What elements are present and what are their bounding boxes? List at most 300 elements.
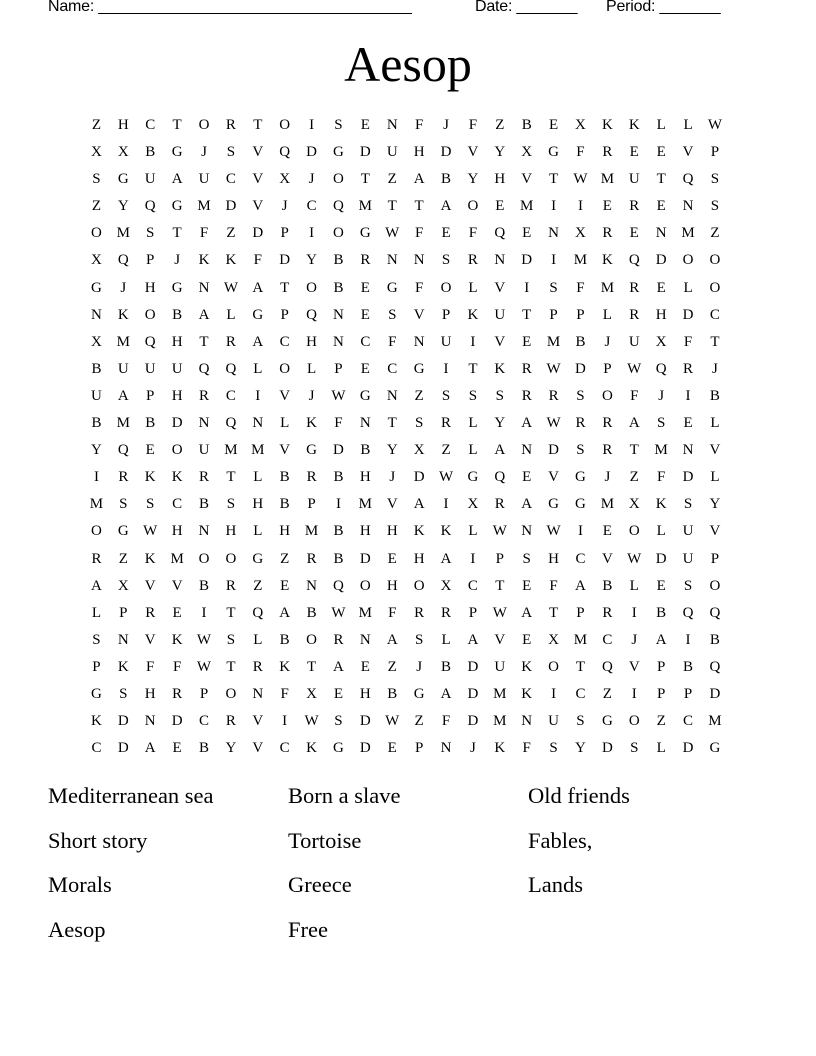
grid-cell[interactable]: D (682, 306, 694, 323)
grid-cell[interactable]: A (117, 387, 129, 404)
grid-cell[interactable]: C (360, 333, 371, 350)
grid-cell[interactable]: C (225, 171, 236, 188)
grid-cell[interactable]: B (145, 144, 156, 161)
grid-cell[interactable]: X (413, 442, 425, 459)
grid-cell[interactable]: W (627, 360, 642, 377)
grid-cell[interactable]: N (252, 415, 264, 432)
grid-cell[interactable]: B (91, 360, 102, 377)
grid-cell[interactable]: F (146, 658, 155, 675)
grid-cell[interactable]: D (279, 252, 291, 269)
grid-cell[interactable]: H (413, 550, 425, 567)
grid-cell[interactable]: B (333, 469, 344, 486)
grid-cell[interactable]: N (682, 198, 694, 215)
grid-cell[interactable]: M (224, 442, 238, 459)
grid-cell[interactable]: P (280, 306, 289, 323)
grid-cell[interactable]: R (91, 550, 102, 567)
grid-cell[interactable]: S (710, 198, 720, 215)
grid-cell[interactable]: W (304, 713, 319, 730)
grid-cell[interactable]: F (576, 279, 585, 296)
grid-cell[interactable]: M (493, 713, 507, 730)
grid-cell[interactable]: C (225, 387, 236, 404)
grid-cell[interactable]: H (306, 333, 317, 350)
grid-cell[interactable]: B (91, 415, 102, 432)
grid-cell[interactable]: Y (306, 252, 317, 269)
grid-cell[interactable]: K (413, 523, 425, 540)
grid-cell[interactable]: H (252, 496, 264, 513)
grid-cell[interactable]: F (280, 685, 289, 702)
grid-cell[interactable]: I (685, 387, 691, 404)
grid-cell[interactable]: Z (414, 387, 424, 404)
grid-cell[interactable]: E (522, 225, 532, 242)
grid-cell[interactable]: R (602, 415, 613, 432)
grid-cell[interactable]: P (576, 306, 585, 323)
grid-cell[interactable]: U (682, 523, 694, 540)
grid-cell[interactable]: Q (117, 442, 129, 459)
grid-cell[interactable]: S (683, 577, 693, 594)
grid-cell[interactable]: S (522, 550, 531, 567)
grid-cell[interactable]: U (682, 550, 694, 567)
grid-cell[interactable]: F (388, 333, 397, 350)
grid-cell[interactable]: B (683, 658, 694, 675)
grid-cell[interactable]: E (522, 469, 532, 486)
grid-cell[interactable]: U (628, 333, 640, 350)
grid-cell[interactable]: Z (387, 658, 397, 675)
grid-cell[interactable]: K (91, 713, 102, 730)
grid-cell[interactable]: O (682, 252, 694, 269)
grid-cell[interactable]: B (279, 469, 290, 486)
grid-cell[interactable]: K (117, 306, 129, 323)
grid-cell[interactable]: V (494, 333, 506, 350)
grid-cell[interactable]: S (468, 387, 478, 404)
grid-cell[interactable]: A (440, 198, 452, 215)
grid-cell[interactable]: R (629, 198, 640, 215)
grid-cell[interactable]: R (172, 685, 183, 702)
grid-cell[interactable]: H (548, 550, 559, 567)
grid-cell[interactable]: O (225, 550, 237, 567)
grid-cell[interactable]: P (710, 550, 720, 567)
grid-cell[interactable]: N (521, 523, 533, 540)
grid-cell[interactable]: F (468, 117, 478, 133)
grid-cell[interactable]: A (628, 415, 640, 432)
grid-cell[interactable]: K (494, 740, 506, 757)
grid-cell[interactable]: V (548, 469, 559, 486)
grid-cell[interactable]: I (93, 469, 99, 486)
grid-cell[interactable]: R (225, 117, 236, 133)
grid-cell[interactable]: S (656, 415, 666, 432)
grid-cell[interactable]: E (549, 117, 559, 133)
grid-cell[interactable]: J (389, 469, 396, 486)
grid-cell[interactable]: U (440, 333, 452, 350)
grid-cell[interactable]: D (548, 442, 559, 459)
grid-cell[interactable]: G (91, 685, 102, 702)
grid-cell[interactable]: I (577, 523, 583, 540)
grid-cell[interactable]: N (521, 713, 533, 730)
grid-cell[interactable]: L (280, 415, 290, 432)
grid-cell[interactable]: W (546, 523, 561, 540)
grid-cell[interactable]: S (226, 631, 236, 648)
grid-cell[interactable]: F (388, 604, 397, 621)
grid-cell[interactable]: Z (387, 171, 397, 188)
grid-cell[interactable]: Z (253, 577, 263, 594)
grid-cell[interactable]: F (172, 658, 182, 675)
grid-cell[interactable]: R (467, 252, 478, 269)
grid-cell[interactable]: R (333, 631, 344, 648)
grid-cell[interactable]: O (548, 658, 559, 675)
grid-cell[interactable]: Q (333, 577, 344, 594)
grid-cell[interactable]: D (682, 740, 694, 757)
grid-cell[interactable]: O (279, 117, 291, 133)
grid-cell[interactable]: C (279, 333, 290, 350)
grid-cell[interactable]: A (440, 685, 452, 702)
grid-cell[interactable]: V (413, 306, 425, 323)
grid-cell[interactable]: N (333, 333, 344, 350)
grid-cell[interactable]: Z (602, 685, 612, 702)
grid-cell[interactable]: D (359, 144, 371, 161)
grid-cell[interactable]: B (333, 252, 344, 269)
grid-cell[interactable]: D (655, 252, 667, 269)
grid-cell[interactable]: T (387, 198, 397, 215)
grid-cell[interactable]: O (628, 713, 640, 730)
grid-cell[interactable]: S (92, 631, 101, 648)
grid-cell[interactable]: O (333, 171, 344, 188)
grid-cell[interactable]: E (656, 279, 666, 296)
grid-cell[interactable]: D (575, 360, 586, 377)
grid-cell[interactable]: K (144, 550, 156, 567)
grid-cell[interactable]: I (201, 604, 207, 621)
grid-cell[interactable]: E (172, 604, 182, 621)
grid-cell[interactable]: W (385, 713, 400, 730)
grid-cell[interactable]: E (602, 198, 612, 215)
grid-cell[interactable]: J (308, 171, 315, 188)
grid-cell[interactable]: B (521, 117, 532, 133)
grid-cell[interactable]: N (682, 442, 694, 459)
grid-cell[interactable]: H (359, 469, 371, 486)
grid-cell[interactable]: R (225, 577, 236, 594)
grid-cell[interactable]: O (306, 279, 317, 296)
grid-cell[interactable]: Q (709, 604, 721, 621)
grid-cell[interactable]: I (443, 360, 449, 377)
grid-cell[interactable]: L (656, 523, 666, 540)
grid-cell[interactable]: V (144, 631, 156, 648)
grid-cell[interactable]: C (602, 631, 613, 648)
grid-cell[interactable]: B (306, 604, 317, 621)
grid-cell[interactable]: T (549, 604, 559, 621)
grid-cell[interactable]: Y (494, 415, 506, 432)
grid-cell[interactable]: D (440, 144, 452, 161)
grid-cell[interactable]: A (413, 496, 425, 513)
grid-cell[interactable]: T (387, 415, 397, 432)
grid-cell[interactable]: O (333, 225, 344, 242)
grid-cell[interactable]: R (306, 469, 317, 486)
grid-cell[interactable]: B (279, 496, 290, 513)
grid-cell[interactable]: E (602, 523, 612, 540)
grid-cell[interactable]: R (602, 144, 613, 161)
grid-cell[interactable]: P (495, 550, 504, 567)
grid-cell[interactable]: A (467, 631, 479, 648)
grid-cell[interactable]: A (494, 442, 506, 459)
grid-cell[interactable]: A (655, 631, 667, 648)
grid-cell[interactable]: I (551, 198, 557, 215)
grid-cell[interactable]: Y (467, 171, 479, 188)
grid-cell[interactable]: K (171, 469, 183, 486)
grid-cell[interactable]: G (359, 225, 371, 242)
grid-cell[interactable]: N (440, 740, 452, 757)
grid-cell[interactable]: V (279, 442, 291, 459)
grid-cell[interactable]: G (709, 740, 721, 757)
grid-cell[interactable]: Z (629, 469, 639, 486)
grid-cell[interactable]: N (655, 225, 667, 242)
grid-cell[interactable]: L (306, 360, 317, 377)
grid-cell[interactable]: U (198, 442, 210, 459)
grid-cell[interactable]: M (251, 442, 265, 459)
grid-cell[interactable]: N (198, 415, 210, 432)
grid-cell[interactable]: N (413, 252, 425, 269)
grid-cell[interactable]: Q (628, 252, 640, 269)
grid-cell[interactable]: Y (575, 740, 586, 757)
grid-cell[interactable]: Y (386, 442, 398, 459)
grid-cell[interactable]: X (655, 333, 667, 350)
grid-cell[interactable]: J (281, 198, 288, 215)
grid-cell[interactable]: S (441, 252, 451, 269)
grid-cell[interactable]: Z (414, 713, 424, 730)
grid-cell[interactable]: S (414, 631, 424, 648)
grid-cell[interactable]: D (655, 550, 667, 567)
grid-cell[interactable]: F (414, 279, 424, 296)
grid-cell[interactable]: R (225, 713, 236, 730)
grid-cell[interactable]: E (522, 577, 532, 594)
grid-cell[interactable]: R (521, 360, 532, 377)
grid-cell[interactable]: E (145, 442, 155, 459)
grid-cell[interactable]: C (575, 550, 586, 567)
grid-cell[interactable]: F (576, 144, 585, 161)
grid-cell[interactable]: Q (198, 360, 210, 377)
grid-cell[interactable]: C (575, 685, 586, 702)
grid-cell[interactable]: B (333, 279, 344, 296)
grid-cell[interactable]: L (710, 469, 720, 486)
grid-cell[interactable]: A (198, 306, 210, 323)
grid-cell[interactable]: S (146, 496, 155, 513)
grid-cell[interactable]: K (601, 117, 613, 133)
grid-cell[interactable]: Y (494, 144, 506, 161)
grid-cell[interactable]: T (360, 171, 370, 188)
grid-cell[interactable]: N (386, 117, 398, 133)
grid-cell[interactable]: M (708, 713, 722, 730)
grid-cell[interactable]: R (360, 252, 371, 269)
grid-cell[interactable]: K (601, 252, 613, 269)
grid-cell[interactable]: K (494, 360, 506, 377)
grid-cell[interactable]: B (172, 306, 183, 323)
grid-cell[interactable]: M (493, 685, 507, 702)
grid-cell[interactable]: I (685, 631, 691, 648)
grid-cell[interactable]: J (416, 658, 423, 675)
grid-cell[interactable]: B (656, 604, 667, 621)
grid-cell[interactable]: W (573, 171, 588, 188)
grid-cell[interactable]: C (199, 713, 210, 730)
grid-cell[interactable]: H (359, 685, 371, 702)
grid-cell[interactable]: O (440, 279, 452, 296)
grid-cell[interactable]: S (334, 117, 343, 133)
grid-cell[interactable]: B (709, 387, 720, 404)
grid-cell[interactable]: V (494, 279, 506, 296)
grid-cell[interactable]: F (441, 713, 451, 730)
grid-cell[interactable]: O (709, 279, 721, 296)
grid-cell[interactable]: J (469, 740, 476, 757)
grid-cell[interactable]: S (495, 387, 504, 404)
grid-cell[interactable]: G (575, 469, 586, 486)
grid-cell[interactable]: R (414, 604, 425, 621)
grid-cell[interactable]: N (386, 252, 398, 269)
grid-cell[interactable]: Y (91, 442, 102, 459)
grid-cell[interactable]: T (253, 117, 263, 133)
grid-cell[interactable]: L (468, 279, 478, 296)
grid-cell[interactable]: B (602, 577, 613, 594)
grid-cell[interactable]: F (199, 225, 209, 242)
grid-cell[interactable]: G (413, 360, 425, 377)
grid-cell[interactable]: W (707, 117, 723, 133)
grid-cell[interactable]: X (117, 144, 129, 161)
grid-cell[interactable]: M (681, 225, 695, 242)
grid-cell[interactable]: W (546, 415, 561, 432)
grid-cell[interactable]: T (172, 225, 182, 242)
grid-cell[interactable]: C (387, 360, 398, 377)
grid-cell[interactable]: E (360, 117, 370, 133)
grid-cell[interactable]: F (334, 415, 343, 432)
grid-cell[interactable]: D (359, 550, 371, 567)
grid-cell[interactable]: N (198, 523, 210, 540)
grid-cell[interactable]: V (252, 713, 264, 730)
grid-cell[interactable]: S (549, 740, 558, 757)
grid-cell[interactable]: K (521, 685, 533, 702)
grid-cell[interactable]: V (709, 523, 721, 540)
grid-cell[interactable]: Y (117, 198, 129, 215)
grid-cell[interactable]: H (144, 685, 156, 702)
grid-cell[interactable]: O (709, 577, 721, 594)
grid-cell[interactable]: H (279, 523, 291, 540)
grid-cell[interactable]: A (440, 550, 452, 567)
grid-cell[interactable]: M (654, 442, 668, 459)
grid-cell[interactable]: W (385, 225, 400, 242)
grid-cell[interactable]: H (386, 577, 398, 594)
grid-cell[interactable]: G (252, 306, 264, 323)
grid-cell[interactable]: E (656, 198, 666, 215)
grid-cell[interactable]: B (360, 442, 371, 459)
grid-cell[interactable]: G (548, 496, 559, 513)
grid-cell[interactable]: D (413, 469, 425, 486)
grid-cell[interactable]: N (359, 415, 371, 432)
grid-cell[interactable]: M (304, 523, 319, 540)
grid-cell[interactable]: T (495, 577, 505, 594)
grid-cell[interactable]: H (655, 306, 667, 323)
grid-cell[interactable]: I (551, 685, 557, 702)
grid-cell[interactable]: R (602, 225, 613, 242)
grid-cell[interactable]: N (252, 685, 264, 702)
grid-cell[interactable]: A (91, 577, 102, 594)
grid-cell[interactable]: S (334, 713, 343, 730)
grid-cell[interactable]: R (118, 469, 129, 486)
grid-cell[interactable]: Q (709, 658, 721, 675)
grid-cell[interactable]: W (223, 279, 238, 296)
grid-cell[interactable]: G (333, 144, 344, 161)
grid-cell[interactable]: G (306, 442, 317, 459)
grid-cell[interactable]: S (226, 144, 236, 161)
grid-cell[interactable]: A (333, 658, 344, 675)
grid-cell[interactable]: R (575, 415, 586, 432)
grid-cell[interactable]: Z (710, 225, 720, 242)
grid-cell[interactable]: L (683, 117, 693, 133)
grid-cell[interactable]: O (467, 198, 479, 215)
grid-cell[interactable]: N (333, 306, 344, 323)
grid-cell[interactable]: X (548, 631, 559, 648)
grid-cell[interactable]: W (196, 631, 212, 648)
grid-cell[interactable]: L (629, 577, 639, 594)
grid-cell[interactable]: Y (225, 740, 237, 757)
grid-cell[interactable]: E (522, 631, 532, 648)
grid-cell[interactable]: X (521, 144, 533, 161)
grid-cell[interactable]: O (279, 360, 291, 377)
grid-cell[interactable]: M (358, 198, 373, 215)
grid-cell[interactable]: S (710, 171, 720, 188)
grid-cell[interactable]: P (603, 360, 612, 377)
grid-cell[interactable]: V (709, 442, 721, 459)
grid-cell[interactable]: E (629, 144, 639, 161)
grid-cell[interactable]: C (306, 198, 317, 215)
grid-cell[interactable]: B (333, 550, 344, 567)
grid-cell[interactable]: P (146, 387, 155, 404)
grid-cell[interactable]: R (306, 550, 317, 567)
grid-cell[interactable]: V (252, 740, 264, 757)
grid-cell[interactable]: K (306, 740, 317, 757)
grid-cell[interactable]: L (468, 415, 478, 432)
grid-cell[interactable]: C (91, 740, 102, 757)
grid-cell[interactable]: D (359, 740, 371, 757)
grid-cell[interactable]: E (629, 225, 639, 242)
grid-cell[interactable]: N (494, 252, 506, 269)
grid-cell[interactable]: M (358, 604, 373, 621)
grid-cell[interactable]: G (386, 279, 398, 296)
grid-cell[interactable]: P (119, 604, 128, 621)
grid-cell[interactable]: T (629, 442, 639, 459)
grid-cell[interactable]: K (198, 252, 210, 269)
grid-cell[interactable]: O (91, 523, 102, 540)
grid-cell[interactable]: U (198, 171, 210, 188)
grid-cell[interactable]: H (171, 387, 183, 404)
grid-cell[interactable]: D (333, 442, 344, 459)
grid-cell[interactable]: P (280, 225, 289, 242)
grid-cell[interactable]: U (117, 360, 129, 377)
grid-cell[interactable]: S (388, 306, 397, 323)
grid-cell[interactable]: U (144, 360, 156, 377)
grid-cell[interactable]: M (600, 279, 615, 296)
grid-cell[interactable]: Q (117, 252, 129, 269)
grid-cell[interactable]: S (226, 496, 236, 513)
grid-cell[interactable]: G (359, 387, 371, 404)
grid-cell[interactable]: L (656, 740, 666, 757)
grid-cell[interactable]: M (116, 415, 130, 432)
grid-cell[interactable]: Q (682, 171, 694, 188)
grid-cell[interactable]: O (198, 117, 210, 133)
grid-cell[interactable]: O (413, 577, 425, 594)
grid-cell[interactable]: L (602, 306, 612, 323)
grid-cell[interactable]: N (359, 631, 371, 648)
grid-cell[interactable]: L (91, 604, 102, 621)
grid-cell[interactable]: L (253, 469, 263, 486)
grid-cell[interactable]: W (196, 658, 212, 675)
grid-cell[interactable]: W (331, 604, 346, 621)
grid-cell[interactable]: Q (225, 415, 237, 432)
grid-cell[interactable]: E (495, 198, 505, 215)
grid-cell[interactable]: A (521, 496, 533, 513)
grid-cell[interactable]: M (197, 198, 211, 215)
